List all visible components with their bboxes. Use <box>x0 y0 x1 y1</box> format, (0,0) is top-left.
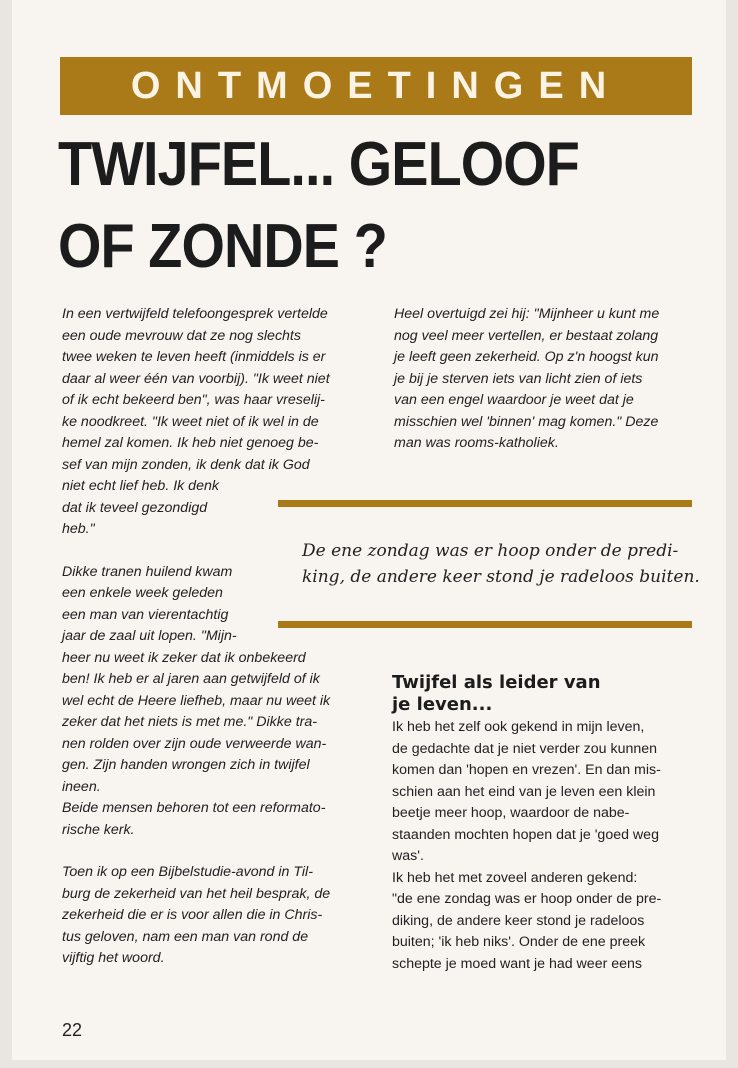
headline-line: OF ZONDE ? <box>58 212 387 281</box>
text-line: diking, de andere keer stond je radeloos <box>392 912 645 929</box>
text-line: dat ik teveel gezondigd <box>62 499 208 516</box>
text-line: zeker dat het niets is met me." Dikke tra- <box>62 714 317 730</box>
text-line: jaar de zaal uit lopen. "Mijn- <box>62 628 237 644</box>
text-line: de gedachte dat je niet verder zou kunnen <box>392 740 658 757</box>
text-line: Dikke tranen huilend kwam <box>62 563 233 580</box>
text-line: zekerheid die er is voor allen die in Chris- <box>62 907 323 923</box>
text-line: een enkele week geleden <box>62 585 223 601</box>
text-line: daar al weer één van voorbij). "Ik weet niet <box>62 370 330 387</box>
text-line: man was rooms-katholiek. <box>394 435 559 451</box>
text-line: buiten; 'ik heb niks'. Onder de ene preek <box>392 934 646 950</box>
paragraph-gap <box>62 841 382 862</box>
text-line: een man van vierentachtig <box>62 606 229 623</box>
headline-line: TWIJFEL... GELOOF <box>58 130 579 199</box>
text-line: heb." <box>62 521 95 537</box>
subheading-line: je leven... <box>392 694 493 715</box>
text-line: "de ene zondag was er hoop onder de pre- <box>392 891 662 907</box>
right-column-bottom <box>392 717 712 975</box>
text-line: ben! Ik heb er al jaren aan getwijfeld of ik <box>62 671 320 687</box>
text-line: van een engel waardoor je weet dat je <box>394 392 634 408</box>
text-line: Beide mensen behoren tot een reformato- <box>62 800 326 816</box>
pull-quote-rule-top <box>278 500 692 507</box>
text-line: twee weken te leven heeft (inmiddels is er <box>62 349 326 365</box>
left-column <box>62 304 382 970</box>
headline <box>58 124 652 288</box>
text-line: misschien wel 'binnen' mag komen." Deze <box>394 413 659 430</box>
pull-quote <box>302 538 702 590</box>
text-line: In een vertwijfeld telefoongesprek vertelde <box>62 306 328 322</box>
text-line: was'. <box>392 848 424 864</box>
text-line: nog veel meer vertellen, er bestaat zolang <box>394 327 659 344</box>
pull-quote-line: De ene zondag was er hoop onder de predi- <box>302 541 679 561</box>
text-line: gen. Zijn handen wrongen zich in twijfel <box>62 757 310 773</box>
text-line: Ik heb het met zoveel anderen gekend: <box>392 869 638 886</box>
text-line: schien aan het eind van je leven een klein <box>392 783 656 800</box>
text-line: rische kerk. <box>62 821 135 838</box>
text-line: beetje meer hoop, waardoor de nabe- <box>392 805 630 821</box>
right-column-top <box>394 304 714 455</box>
text-line: ineen. <box>62 778 101 795</box>
text-line: je bij je sterven iets van licht zien of iets <box>394 370 643 387</box>
section-banner <box>60 57 692 115</box>
text-line: burg de zekerheid van het heil besprak, de <box>62 885 331 902</box>
section-label: ONTMOETINGEN <box>130 64 622 107</box>
pull-quote-line: king, de andere keer stond je radeloos buiten. <box>302 567 700 587</box>
text-line: staanden mochten hopen dat je 'goed weg <box>392 826 659 843</box>
text-line: komen dan 'hopen en vrezen'. En dan mis- <box>392 762 661 778</box>
text-line: vijftig het woord. <box>62 950 165 966</box>
text-line: schepte je moed want je had weer eens <box>392 955 643 972</box>
text-line: wel echt de Heere liefheb, maar nu weet ik <box>62 692 331 709</box>
text-line: ke noodkreet. "Ik weet niet of ik wel in de <box>62 413 319 430</box>
pull-quote-rule-bottom <box>278 621 692 628</box>
text-line: Ik heb het zelf ook gekend in mijn leven, <box>392 719 645 735</box>
text-line: je leeft geen zekerheid. Op z'n hoogst kun <box>394 349 659 365</box>
text-line: hemel zal komen. Ik heb niet genoeg be- <box>62 435 319 451</box>
text-line: niet echt lief heb. Ik denk <box>62 478 219 494</box>
page-number: 22 <box>62 1020 83 1040</box>
text-line: Heel overtuigd zei hij: "Mijnheer u kunt me <box>394 306 660 322</box>
text-line: Toen ik op een Bijbelstudie-avond in Til- <box>62 864 313 880</box>
subheading-line: Twijfel als leider van <box>392 672 601 693</box>
magazine-page <box>12 0 726 1060</box>
text-line: of ik echt bekeerd ben", was haar vreselij- <box>62 392 325 408</box>
subheading <box>392 672 712 716</box>
text-line: nen rolden over zijn oude verweerde wan- <box>62 735 327 752</box>
text-line: tus geloven, nam een man van rond de <box>62 928 309 945</box>
text-line: sef van mijn zonden, ik denk dat ik God <box>62 456 310 473</box>
text-line: heer nu weet ik zeker dat ik onbekeerd <box>62 649 306 666</box>
text-line: een oude mevrouw dat ze nog slechts <box>62 327 301 344</box>
